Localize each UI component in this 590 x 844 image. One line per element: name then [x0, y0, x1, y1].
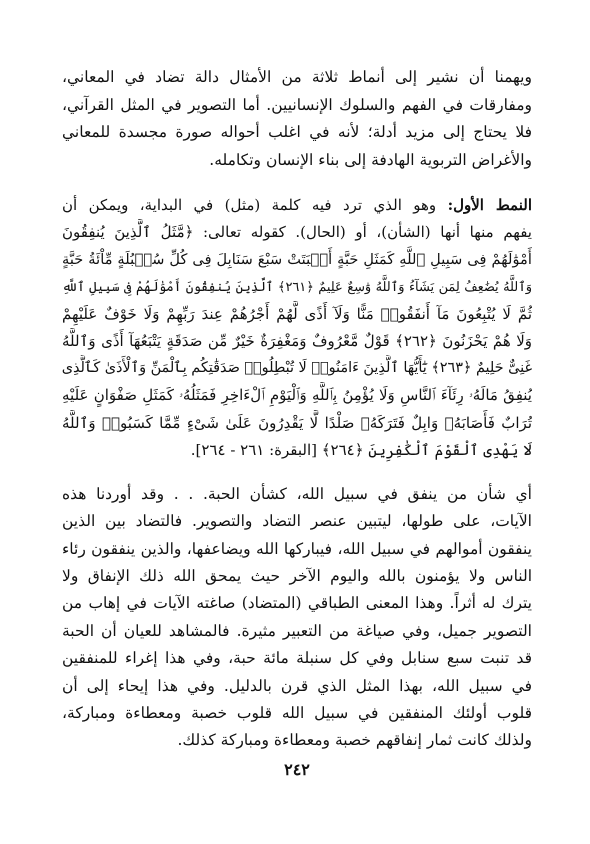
- intro-line: ويهمنا أن نشير إلى أنماط ثلاثة من الأمثال دالة تضاد في المعاني،: [62, 68, 532, 86]
- book-page: [62, 64, 532, 824]
- intro-paragraph: [62, 64, 532, 174]
- intro-line: والأغراض التربوية الهادفة إلى بناء الإنسان وتكامله.: [209, 150, 532, 169]
- first-pattern-paragraph: [62, 192, 532, 464]
- commentary-line: أي شأن من ينفق في سبيل الله، كشأن الحبة. . . وقد أوردنا هذه: [62, 484, 532, 503]
- commentary-paragraph: [62, 481, 532, 755]
- commentary-line: ينفقون أموالهم في سبيل الله، فيباركها الله ويضاعفها، والذين ينفقون رئاء: [62, 539, 532, 558]
- commentary-line: في سبيل الله، بهذا المثل الذي قرن بالدليل. وفي هذا إيحاء إلى أن: [62, 676, 532, 695]
- commentary-line: يترك له أثراً. وهذا المعنى الطباقي (المتضاد) صاغته الآيات في إهاب من: [62, 594, 532, 613]
- first-pattern-line: [62, 192, 532, 219]
- commentary-line: قلوب أولئك المنفقين في سبيل الله قلوب خصبة ومعطاءة ومباركة،: [62, 704, 532, 722]
- quran-verse-line: غَنِىٌّ حَلِيمٌ ﴿٢٦٣﴾ يَٰٓأَيُّهَا ٱلَّذِينَ ءَامَنُوا۟ لَا تُبْطِلُوا۟ صَدَقَٰتِكُم بِٱلْمَنِّ وَٱلْأَذَىٰ كَٱلَّذِى: [62, 360, 532, 377]
- commentary-line: ولذلك كانت ثمار إنفاقهم خصبة ومعطاءة ومباركة كذلك.: [177, 731, 532, 750]
- commentary-line: التصوير جميل، وفي صياغة من التعبير مثيرة. فالمشاهد للعيان أن الحبة: [62, 621, 532, 640]
- quran-verse-line: وَٱللَّهُ يُضَٰعِفُ لِمَن يَشَآءُ وَٱللَّهُ وَٰسِعٌ عَلِيمٌ ﴿٢٦١﴾ ٱلَّذِينَ يُنفِقُونَ أَمْوَٰلَهُمْ فِى سَبِيلِ ٱللَّهِ: [62, 279, 532, 295]
- quran-verse-line: وَلَا هُمْ يَحْزَنُونَ ﴿٢٦٢﴾ قَوْلٌ مَّعْرُوفٌ وَمَغْفِرَةٌ خَيْرٌ مِّن صَدَقَةٍ يَتْبَعُهَآ أَذًى وَٱللَّهُ: [62, 331, 532, 350]
- intro-line: فلا يحتاج إلى مزيد أدلة؛ لأنه في اغلب أحواله صورة مجسدة للمعاني: [62, 123, 532, 141]
- quran-verse-line: لَا يَهْدِى ٱلْقَوْمَ ٱلْكَٰفِرِينَ ﴿٢٦٤﴾ [البقرة: ٢٦١ - ٢٦٤].: [190, 440, 532, 459]
- commentary-line: الناس ولا يؤمنون بالله واليوم الآخر حيث يمحق الله ذلك الإنفاق ولا: [62, 567, 532, 586]
- quran-verse-line: يُنفِقُ مَالَهُۥ رِئَآءَ ٱلنَّاسِ وَلَا يُؤْمِنُ بِٱللَّهِ وَٱلْيَوْمِ ٱلْءَاخِرِ فَمَثَلُهُۥ كَمَثَلِ صَفْوَانٍ عَلَيْهِ: [62, 386, 532, 405]
- quran-verse-line: أَمْوَٰلَهُمْ فِى سَبِيلِ ٱللَّهِ كَمَثَلِ حَبَّةٍ أَنۢبَتَتْ سَبْعَ سَنَابِلَ فِى كُلِّ سُنۢبُلَةٍ مِّاْئَةُ حَبَّةٍ: [62, 251, 532, 269]
- quran-verse-line: ثُمَّ لَا يُتْبِعُونَ مَآ أَنفَقُوا۟ مَنًّا وَلَآ أَذًى لَّهُمْ أَجْرُهُمْ عِندَ رَبِّهِمْ وَلَا خَوْفٌ عَلَيْهِمْ: [62, 304, 532, 323]
- first-pattern-heading: النمط الأول:: [447, 196, 532, 214]
- commentary-line: قد تنبت سبع سنابل وفي كل سنبلة مائة حبة، وفي هذا إغراء للمنفقين: [62, 649, 532, 668]
- quran-verse-line: يفهم منها أنها (الشأن)، أو (الحال). كقوله تعالى: ﴿مَّثَلُ ٱلَّذِينَ يُنفِقُونَ: [62, 223, 532, 242]
- intro-line: ومفارقات في الفهم والسلوك الإنسانيين. أما التصوير في المثل القرآني،: [62, 95, 532, 114]
- first-pattern-intro-text: وهو الذي ترد فيه كلمة (مثل) في البداية، ويمكن أن: [62, 196, 448, 214]
- page-number: ٢٤٢: [284, 760, 310, 779]
- quran-verse-line: تُرَابٌ فَأَصَابَهُۥ وَابِلٌ فَتَرَكَهُۥ صَلْدًا لَّا يَقْدِرُونَ عَلَىٰ شَىْءٍ مِّمَّا كَسَبُوا۟ وَٱللَّهُ: [62, 413, 532, 432]
- commentary-line: الآيات، على طولها، ليتبين عنصر التضاد والتصوير. فالتضاد بين الذين: [62, 512, 532, 531]
